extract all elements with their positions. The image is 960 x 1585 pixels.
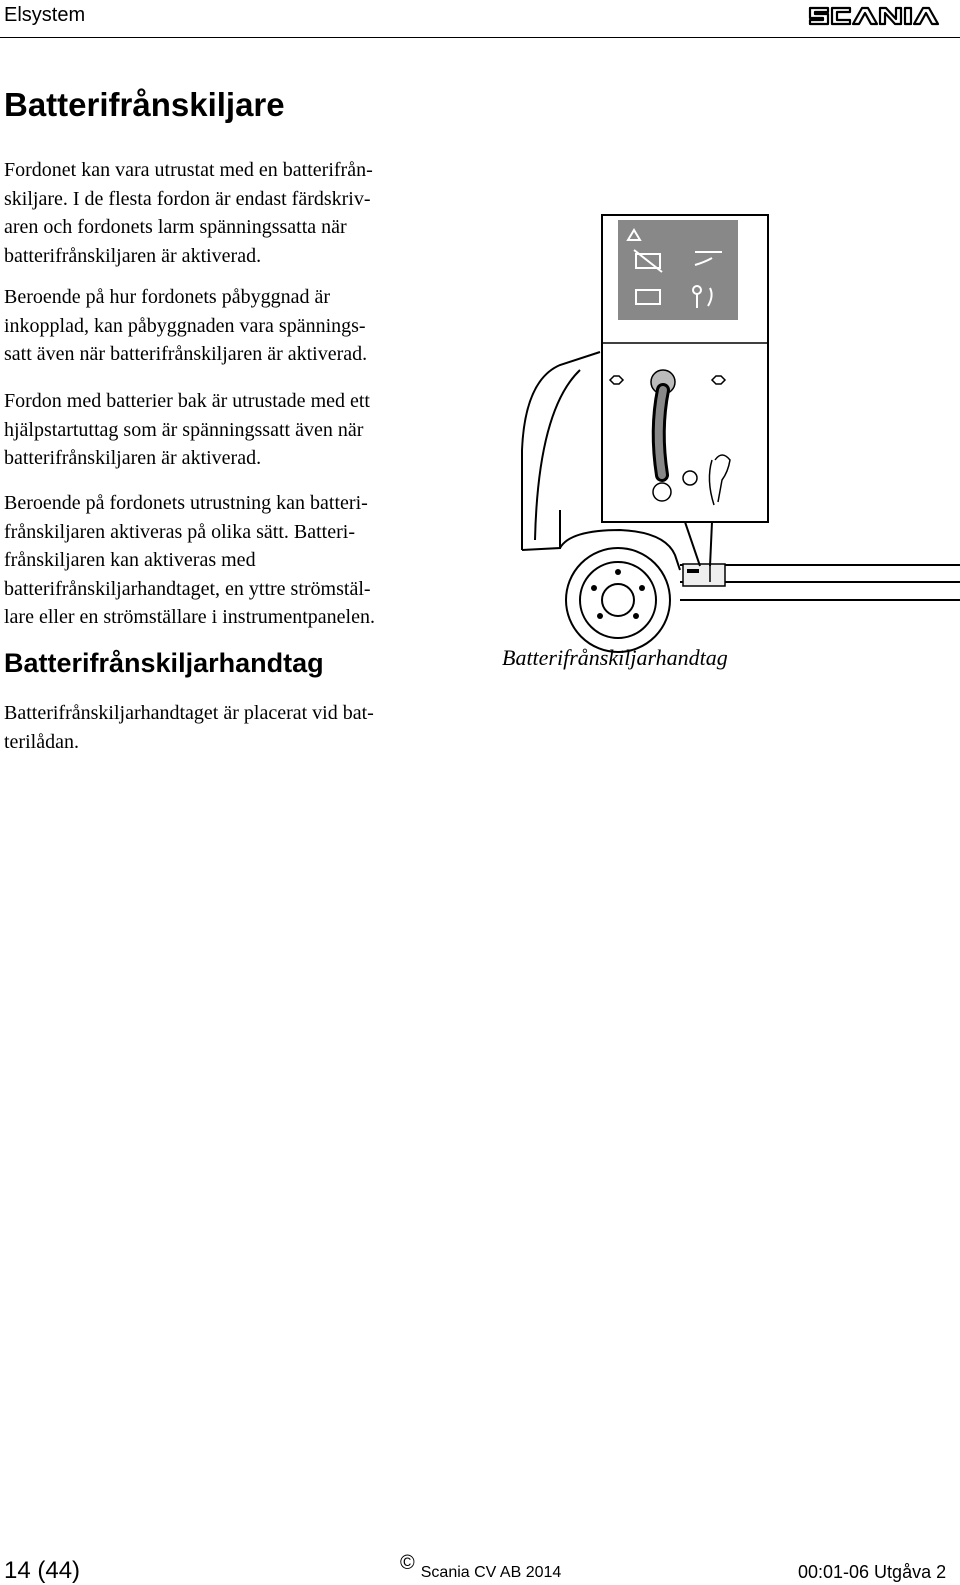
document-id: 00:01-06 Utgåva 2 <box>798 1562 947 1582</box>
scania-logo <box>806 0 956 30</box>
paragraph-line: frånskiljaren aktiveras på olika sätt. Batteri- <box>4 520 355 543</box>
paragraph-line: Beroende på fordonets utrustning kan batteri- <box>4 492 368 514</box>
paragraph-4 <box>4 489 449 632</box>
paragraph-line: skiljare. I de flesta fordon är endast färdskriv- <box>4 187 371 210</box>
paragraph-1 <box>4 156 449 270</box>
paragraph-line: Beroende på hur fordonets påbyggnad är <box>4 286 330 308</box>
copyright <box>400 1552 562 1583</box>
section-title: Elsystem <box>4 4 86 26</box>
paragraph-line: batterifrånskiljarhandtaget, en yttre strömstäl- <box>4 577 371 600</box>
paragraph-line: satt även när batterifrånskiljaren är aktiverad. <box>4 343 368 365</box>
paragraph-3 <box>4 387 449 473</box>
paragraph-line: Fordon med batterier bak är utrustade med ett <box>4 390 370 412</box>
header-rule <box>0 37 960 38</box>
paragraph-line: Fordonet kan vara utrustat med en batterifrån- <box>4 159 373 181</box>
paragraph-line: batterifrånskiljaren är aktiverad. <box>4 447 262 469</box>
subheading: Batterifrånskiljarhandtag <box>4 648 324 678</box>
page-number: 14 (44) <box>4 1557 81 1584</box>
paragraph-line: hjälpstartuttag som är spänningssatt även när <box>4 418 364 441</box>
paragraph-line: terilådan. <box>4 730 79 753</box>
copyright-text: Scania CV AB 2014 <box>420 1564 562 1581</box>
figure-caption: Batterifrånskiljarhandtag <box>502 645 728 670</box>
paragraph-line: inkopplad, kan påbyggnaden vara spännings- <box>4 314 366 337</box>
paragraph-line: frånskiljaren kan aktiveras med <box>4 549 256 571</box>
battery-isolator-illustration <box>500 210 960 680</box>
paragraph-2 <box>4 283 449 369</box>
paragraph-5 <box>4 699 449 756</box>
copyright-symbol: © <box>400 1552 415 1574</box>
paragraph-line: lare eller en strömställare i instrumentpanelen. <box>4 606 375 628</box>
paragraph-line: aren och fordonets larm spänningssatta när <box>4 216 347 238</box>
paragraph-line: batterifrånskiljaren är aktiverad. <box>4 244 262 267</box>
page-title: Batterifrånskiljare <box>4 86 285 123</box>
paragraph-line: Batterifrånskiljarhandtaget är placerat vid bat- <box>4 702 374 724</box>
